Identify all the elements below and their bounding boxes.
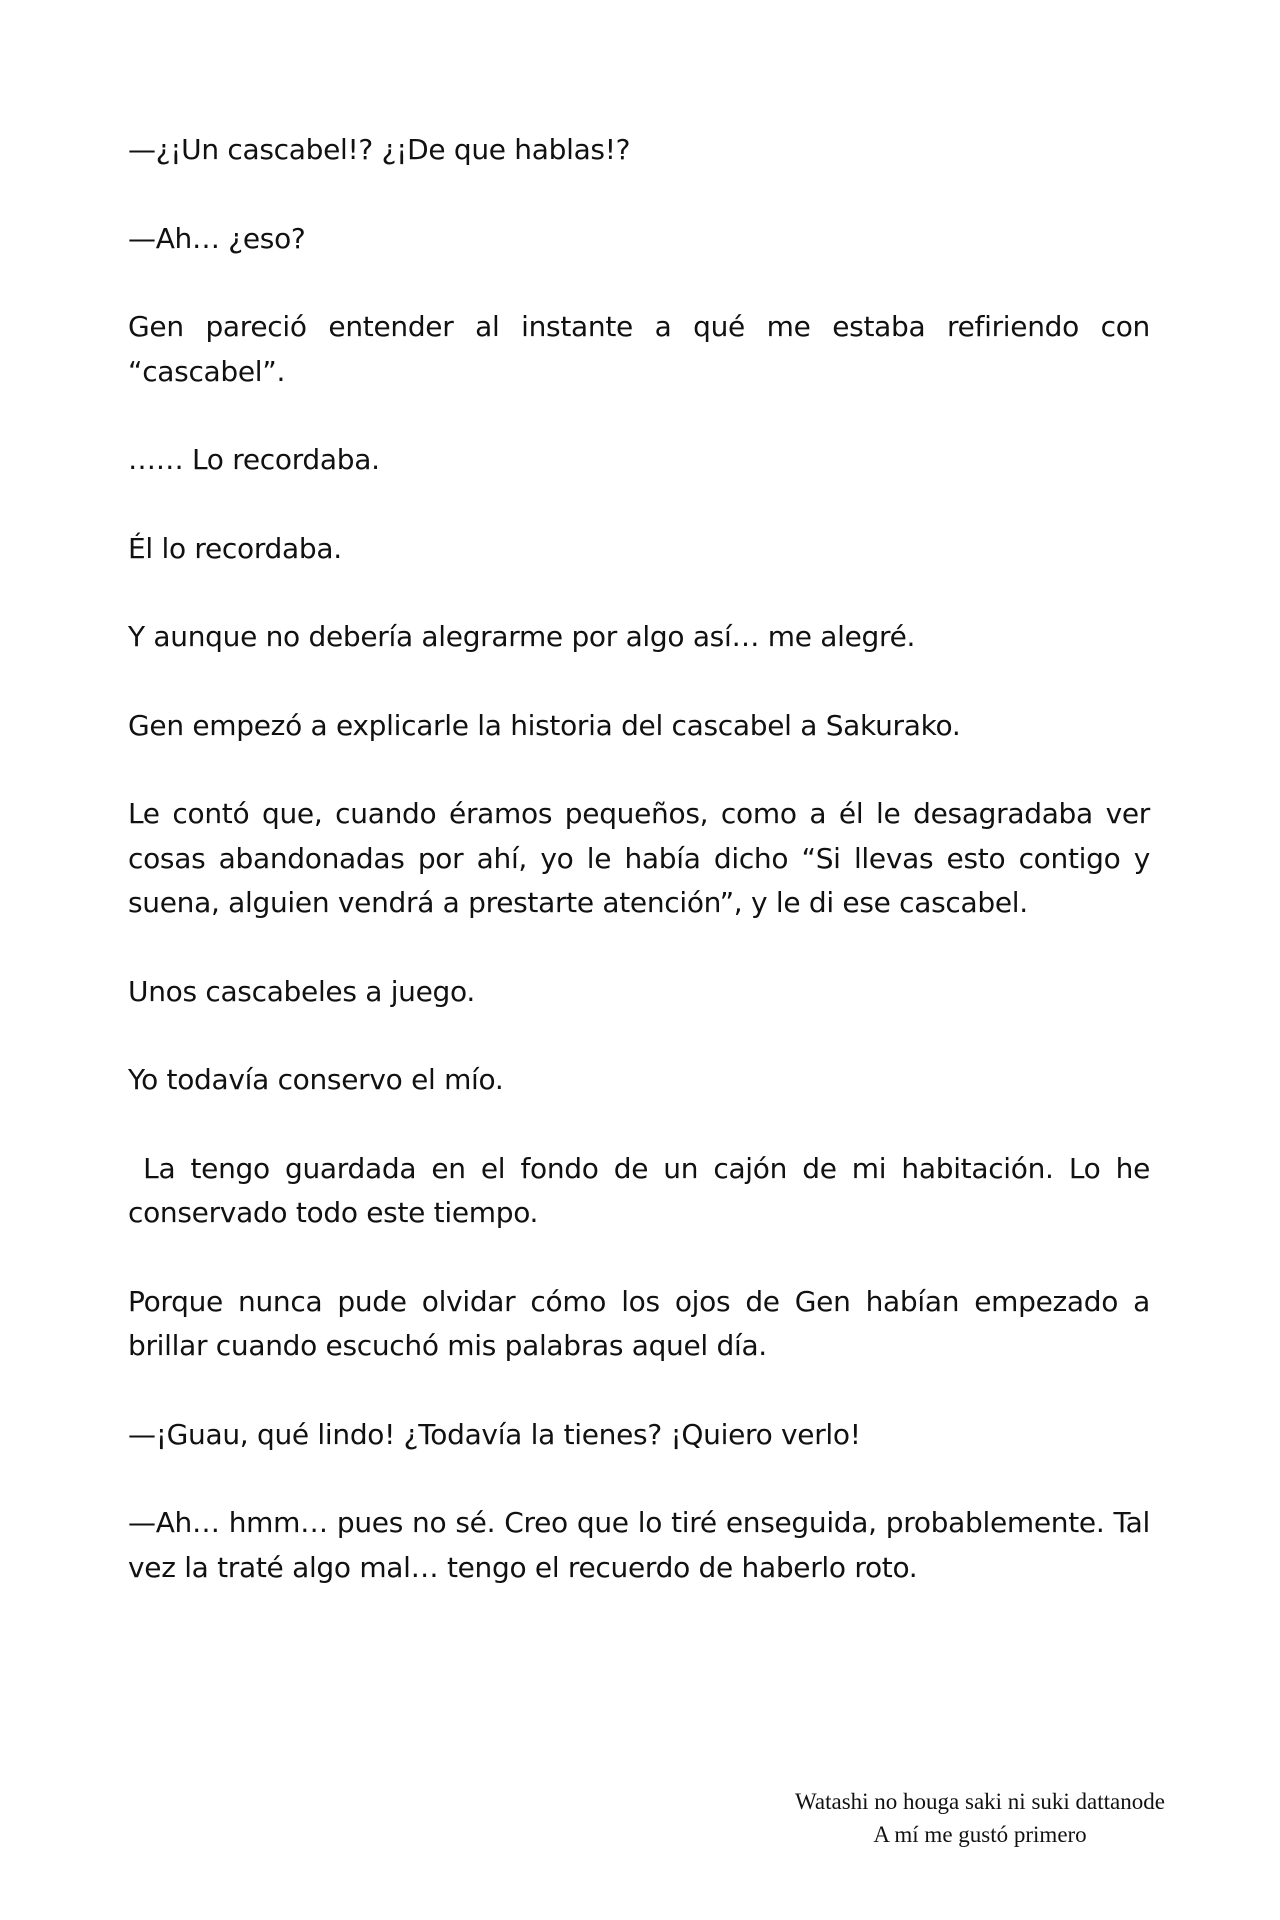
paragraph: La tengo guardada en el fondo de un cajón de mi habitación. Lo he conservado todo este tiempo. [128, 1151, 1159, 1229]
footer-series-title: Watashi no houga saki ni suki dattanode [795, 1789, 1165, 1814]
paragraph: Y aunque no debería alegrarme por algo así… me alegré. [128, 620, 916, 653]
paragraph: Yo todavía conservo el mío. [128, 1063, 504, 1096]
paragraph: —Ah… hmm… pues no sé. Creo que lo tiré enseguida, probablemente. Tal vez la traté algo mal… tengo el recuerdo de haberlo roto. [128, 1506, 1159, 1584]
footer-translated-title: A mí me gustó primero [873, 1822, 1087, 1847]
page-footer [740, 1785, 1220, 1851]
paragraph: Le contó que, cuando éramos pequeños, como a él le desagradaba ver cosas abandonadas por ahí, yo le había dicho “Si llevas esto contigo y suena, alguien vendrá a prestarte atención”, y le di ese cascabel. [128, 797, 1159, 919]
document-body [128, 128, 1159, 1634]
paragraph: —¿¡Un cascabel!? ¿¡De que hablas!? [128, 133, 631, 166]
paragraph: Unos cascabeles a juego. [128, 974, 475, 1008]
paragraph: —¡Guau, qué lindo! ¿Todavía la tienes? ¡Quiero verlo! [128, 1417, 861, 1451]
paragraph: Gen pareció entender al instante a qué me estaba refiriendo con “cascabel”. [128, 310, 1159, 388]
paragraph: …… Lo recordaba. [128, 443, 380, 476]
paragraph: —Ah… ¿eso? [128, 221, 306, 255]
paragraph: Gen empezó a explicarle la historia del cascabel a Sakurako. [128, 708, 961, 742]
paragraph: Porque nunca pude olvidar cómo los ojos de Gen habían empezado a brillar cuando escuchó mis palabras aquel día. [128, 1284, 1159, 1362]
paragraph: Él lo recordaba. [128, 531, 342, 565]
